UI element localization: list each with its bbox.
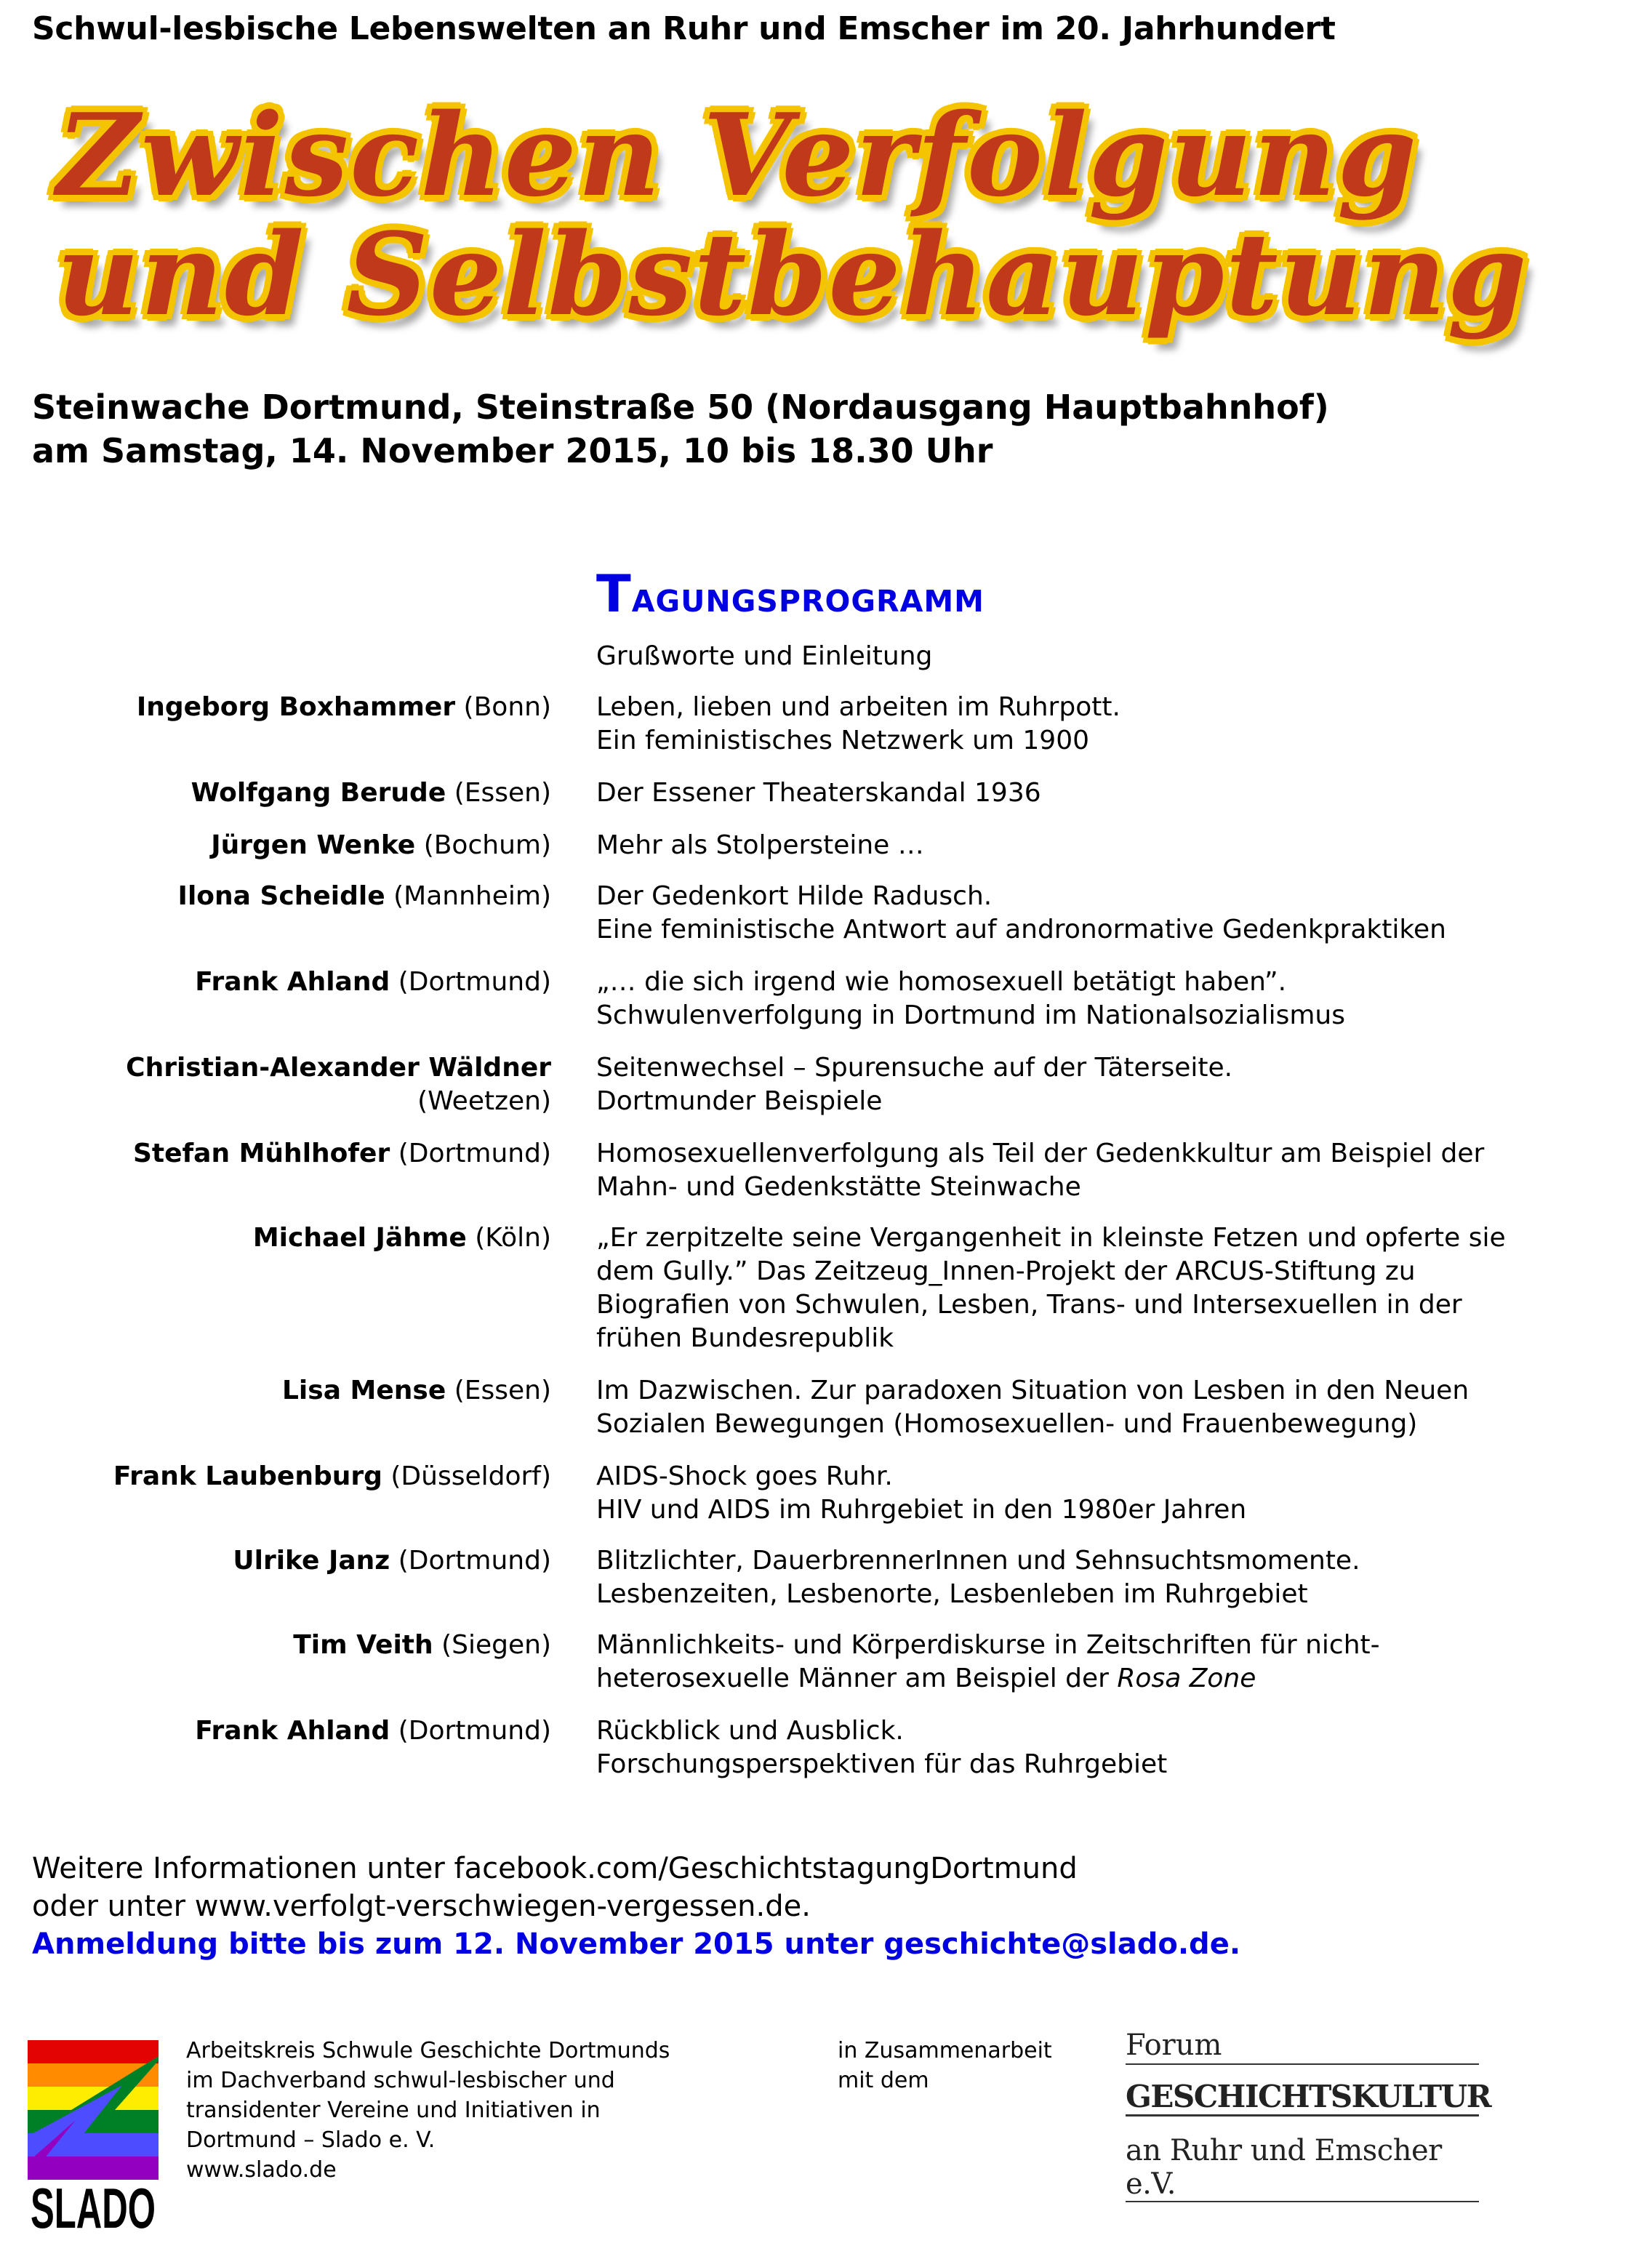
talk-title-line [596, 1221, 1506, 1255]
talk-title-text: Biografien von Schwulen, Lesben, Trans- und Intersexuellen in der [596, 1290, 1462, 1320]
talk-title-line [596, 1137, 1484, 1171]
speaker [113, 1460, 551, 1493]
talk-title-text: Dortmunder Beispiele [596, 1086, 883, 1116]
talk-title [596, 966, 1345, 1032]
talk-title-line [596, 999, 1345, 1032]
speaker [293, 1629, 551, 1662]
talk-title-line [596, 1544, 1360, 1578]
talk-title [596, 829, 924, 862]
talk-title-text: Der Essener Theaterskandal 1936 [596, 778, 1041, 808]
talk-title-italic: Rosa Zone [1117, 1664, 1256, 1693]
talk-title-text: Leben, lieben und arbeiten im Ruhrpott. [596, 692, 1120, 722]
talk-title-line [596, 1255, 1506, 1288]
info-block [32, 1850, 1240, 1963]
talk-title [596, 691, 1120, 758]
speaker-name: Frank Ahland [195, 967, 390, 997]
venue-location: Steinwache Dortmund, Steinstraße 50 (Nordausgang Hauptbahnhof) [32, 388, 1329, 427]
speaker-place: (Siegen) [441, 1630, 551, 1660]
speaker-name: Ilona Scheidle [177, 881, 385, 911]
forum-logo-line-1: Forum [1126, 2029, 1479, 2065]
slado-line: Arbeitskreis Schwule Geschichte Dortmunds [186, 2038, 670, 2063]
talk-title [596, 777, 1041, 810]
speaker [282, 1374, 551, 1408]
talk-title-line [596, 777, 1041, 810]
speaker-place: (Dortmund) [398, 1546, 551, 1576]
speaker-place: (Dortmund) [398, 1716, 551, 1746]
speaker-name: Lisa Mense [281, 1376, 446, 1405]
speaker [233, 1544, 551, 1578]
talk-title-text: frühen Bundesrepublik [596, 1323, 894, 1353]
talk-title [596, 1629, 1380, 1696]
speaker-place: (Bochum) [423, 830, 551, 860]
speaker-place: (Köln) [475, 1223, 551, 1253]
speaker [195, 1714, 551, 1748]
talk-title-line [596, 1460, 1246, 1493]
talk-title-text: Rückblick und Ausblick. [596, 1716, 904, 1746]
speaker-place: (Mannheim) [393, 881, 551, 911]
program-heading-initial: T [596, 564, 632, 624]
speaker-name: Jürgen Wenke [211, 830, 416, 860]
speaker [191, 777, 551, 810]
info-website-line: oder unter www.verfolgt-verschwiegen-vergessen.de. [32, 1890, 811, 1923]
talk-title-line [596, 640, 932, 673]
talk-title-line [596, 724, 1120, 758]
registration-line: Anmeldung bitte bis zum 12. November 2015 unter geschichte@slado.de. [32, 1927, 1241, 1961]
venue-block [32, 385, 1329, 473]
speaker-name: Frank Ahland [195, 1716, 390, 1746]
talk-title-line [596, 880, 1446, 913]
talk-title-text: Mehr als Stolpersteine … [596, 830, 924, 860]
talk-title-text: Forschungsperspektiven für das Ruhrgebiet [596, 1749, 1168, 1779]
talk-title-line [596, 1748, 1167, 1781]
talk-title-text: HIV und AIDS im Ruhrgebiet in den 1980er Jahren [596, 1495, 1247, 1525]
talk-title [596, 1221, 1506, 1355]
event-subtitle: Schwul-lesbische Lebenswelten an Ruhr und Emscher im 20. Jahrhundert [32, 10, 1336, 47]
talk-title-text: Homosexuellenverfolgung als Teil der Gedenkkultur am Beispiel der [596, 1139, 1485, 1168]
talk-title-line [596, 1629, 1380, 1662]
speaker-name: Tim Veith [293, 1630, 433, 1660]
rainbow-flag-icon [28, 2040, 159, 2240]
talk-title-text: Blitzlichter, DauerbrennerInnen und Sehnsuchtsmomente. [596, 1546, 1360, 1576]
talk-title-line [596, 1085, 1232, 1118]
info-facebook-line: Weitere Informationen unter facebook.com/GeschichtstagungDortmund [32, 1852, 1078, 1885]
speaker-name: Frank Laubenburg [113, 1461, 382, 1491]
slado-logo [28, 2040, 159, 2240]
talk-title-text: Sozialen Bewegungen (Homosexuellen- und Frauenbewegung) [596, 1409, 1418, 1439]
speaker [178, 880, 551, 913]
talk-title-text: „… die sich irgend wie homosexuell betätigt haben”. [596, 967, 1287, 997]
talk-title [596, 880, 1446, 947]
slado-description [186, 2036, 670, 2185]
talk-title-text: AIDS-Shock goes Ruhr. [596, 1461, 893, 1491]
talk-title-line [596, 1408, 1469, 1441]
talk-title [596, 1460, 1246, 1527]
slado-line: transidenter Vereine und Initiativen in [186, 2098, 601, 2123]
talk-title [596, 1137, 1484, 1204]
event-date: am Samstag, 14. November 2015, 10 bis 18.30 Uhr [32, 431, 993, 470]
speaker [137, 691, 551, 724]
program-heading [596, 564, 985, 624]
talk-title-line [596, 1493, 1246, 1527]
talk-title-line [596, 829, 924, 862]
talk-title [596, 1374, 1469, 1441]
speaker-place: (Dortmund) [398, 967, 551, 997]
talk-title-text: Grußworte und Einleitung [596, 641, 933, 671]
speaker-place: (Essen) [454, 778, 551, 808]
talk-title-line [596, 913, 1446, 947]
speaker-name: Ingeborg Boxhammer [136, 692, 456, 722]
slado-website: www.slado.de [186, 2157, 337, 2183]
speaker [133, 1137, 551, 1171]
talk-title-text: Lesbenzeiten, Lesbenorte, Lesbenleben im Ruhrgebiet [596, 1579, 1308, 1609]
cooperation-text [838, 2036, 1052, 2095]
speaker [126, 1051, 551, 1118]
slado-logo-text: SLADO [31, 2176, 156, 2240]
talk-title-line [596, 1322, 1506, 1355]
speaker-name: Wolfgang Berude [191, 778, 446, 808]
talk-title-line [596, 1714, 1167, 1748]
main-title-line-1: Zwischen Verfolgung [57, 89, 1419, 222]
speaker-place: (Dortmund) [398, 1139, 551, 1168]
talk-title-line [596, 691, 1120, 724]
speaker-place: (Düsseldorf) [390, 1461, 551, 1491]
slado-line: im Dachverband schwul-lesbischer und [186, 2068, 615, 2093]
forum-geschichtskultur-logo [1126, 2029, 1491, 2202]
speaker [195, 966, 551, 999]
talk-title-line [596, 1171, 1484, 1204]
speaker-name: Michael Jähme [252, 1223, 467, 1253]
talk-title-line [596, 1374, 1469, 1408]
talk-title-text: Seitenwechsel – Spurensuche auf der Täterseite. [596, 1053, 1233, 1083]
slado-line: Dortmund – Slado e. V. [186, 2127, 436, 2153]
talk-title-line [596, 1578, 1360, 1611]
talk-title-text: Im Dazwischen. Zur paradoxen Situation von Lesben in den Neuen [596, 1376, 1469, 1405]
program-heading-rest: agungsprogramm [631, 572, 985, 622]
cooperation-line: mit dem [838, 2068, 929, 2093]
talk-title [596, 1714, 1167, 1781]
speaker-name: Christian-Alexander Wäldner [126, 1053, 551, 1083]
main-title-line-2: und Selbstbehauptung [57, 208, 1528, 341]
talk-title [596, 1051, 1232, 1118]
speaker [211, 829, 551, 862]
talk-title-text: Eine feministische Antwort auf andronormative Gedenkpraktiken [596, 915, 1446, 944]
talk-title-line [596, 1051, 1232, 1085]
speaker-name: Ulrike Janz [233, 1546, 390, 1576]
speaker-place: (Essen) [454, 1376, 551, 1405]
talk-title-text: Ein feministisches Netzwerk um 1900 [596, 726, 1090, 755]
speaker-place: (Weetzen) [417, 1086, 551, 1116]
talk-title-line [596, 966, 1345, 999]
talk-title-text: Der Gedenkort Hilde Radusch. [596, 881, 993, 911]
talk-title-line [596, 1662, 1380, 1696]
talk-title [596, 640, 932, 673]
speaker-name: Stefan Mühlhofer [132, 1139, 390, 1168]
talk-title-text: dem Gully.” Das Zeitzeug_Innen-Projekt der ARCUS-Stiftung zu [596, 1256, 1416, 1286]
talk-title-text: Schwulenverfolgung in Dortmund im Nationalsozialismus [596, 1000, 1346, 1030]
talk-title [596, 1544, 1360, 1611]
talk-title-text: heterosexuelle Männer am Beispiel der [596, 1664, 1118, 1693]
talk-title-text: „Er zerpitzelte seine Vergangenheit in kleinste Fetzen und opferte sie [596, 1223, 1506, 1253]
forum-logo-line-3: an Ruhr und Emscher e.V. [1126, 2134, 1479, 2202]
talk-title-text: Männlichkeits- und Körperdiskurse in Zeitschriften für nicht- [596, 1630, 1380, 1660]
cooperation-line: in Zusammenarbeit [838, 2038, 1052, 2063]
talk-title-text: Mahn- und Gedenkstätte Steinwache [596, 1172, 1081, 1202]
speaker-place: (Bonn) [463, 692, 551, 722]
speaker [253, 1221, 551, 1255]
forum-logo-line-2: GESCHICHTSKULTUR [1126, 2079, 1479, 2116]
rainbow-stripe [28, 2040, 159, 2063]
talk-title-line [596, 1288, 1506, 1322]
